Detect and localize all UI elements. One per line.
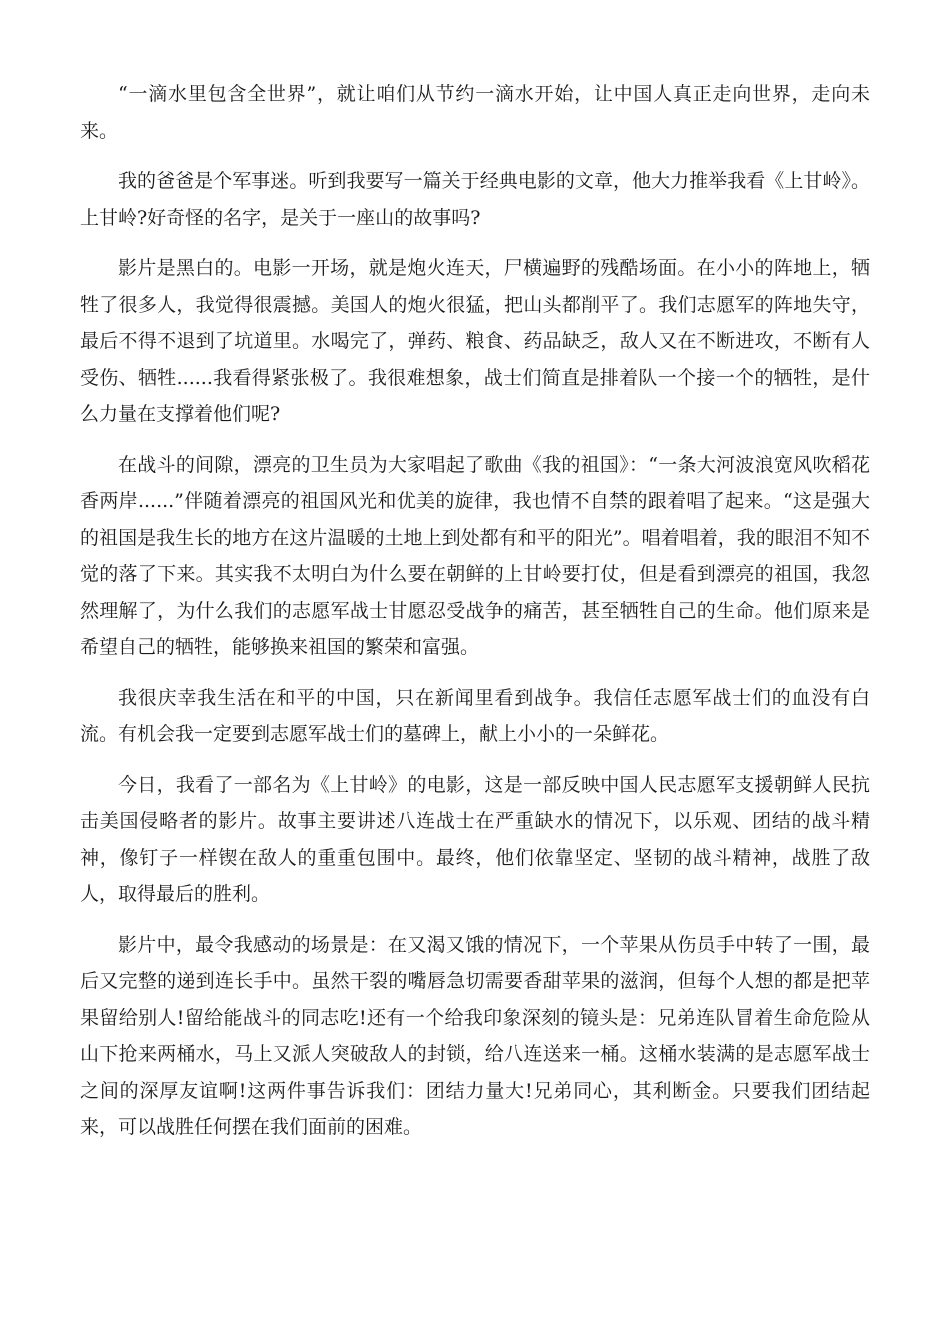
paragraph-5: 我很庆幸我生活在和平的中国，只在新闻里看到战争。我信任志愿军战士们的血没有白流。有机会我一定要到志愿军战士们的墓碑上，献上小小的一朵鲜花。 xyxy=(80,686,870,745)
paragraph-4: 在战斗的间隙，漂亮的卫生员为大家唱起了歌曲《我的祖国》：“一条大河波浪宽风吹稻花香两岸......”伴随着漂亮的祖国风光和优美的旋律，我也情不自禁的跟着唱了起来。“这是强大的祖国是我生长的地方在这片温暖的土地上到处都有和平的阳光”。唱着唱着，我的眼泪不知不觉的落了下来。其实我不太明白为什么要在朝鲜的上甘岭要打仗，但是看到漂亮的祖国，我忽然理解了，为什么我们的志愿军战士甘愿忍受战争的痛苦，甚至牺牲自己的生命。他们原来是希望自己的牺牲，能够换来祖国的繁荣和富强。 xyxy=(80,453,870,658)
paragraph-7: 影片中，最令我感动的场景是：在又渴又饿的情况下，一个苹果从伤员手中转了一围，最后又完整的递到连长手中。虽然干裂的嘴唇急切需要香甜苹果的滋润，但每个人想的都是把苹果留给别人!留给能战斗的同志吃!还有一个给我印象深刻的镜头是：兄弟连队冒着生命危险从山下抢来两桶水，马上又派人突破敌人的封锁，给八连送来一桶。这桶水装满的是志愿军战士之间的深厚友谊啊!这两件事告诉我们：团结力量大!兄弟同心，其利断金。只要我们团结起来，可以战胜任何摆在我们面前的困难。 xyxy=(80,933,870,1138)
paragraph-3: 影片是黑白的。电影一开场，就是炮火连天，尸横遍野的残酷场面。在小小的阵地上，牺牲了很多人，我觉得很震撼。美国人的炮火很猛，把山头都削平了。我们志愿军的阵地失守，最后不得不退到了坑道里。水喝完了，弹药、粮食、药品缺乏，敌人又在不断进攻，不断有人受伤、牺牲......我看得紧张极了。我很难想象，战士们简直是排着队一个接一个的牺牲，是什么力量在支撑着他们呢? xyxy=(80,257,870,425)
paragraph-1: “一滴水里包含全世界”，就让咱们从节约一滴水开始，让中国人真正走向世界，走向未来。 xyxy=(80,83,870,142)
paragraph-2: 我的爸爸是个军事迷。听到我要写一篇关于经典电影的文章，他大力推举我看《上甘岭》。上甘岭?好奇怪的名字，是关于一座山的故事吗? xyxy=(80,170,870,229)
paragraph-6: 今日，我看了一部名为《上甘岭》的电影，这是一部反映中国人民志愿军支援朝鲜人民抗击美国侵略者的影片。故事主要讲述八连战士在严重缺水的情况下，以乐观、团结的战斗精神，像钉子一样锲在敌人的重重包围中。最终，他们依靠坚定、坚韧的战斗精神，战胜了敌人，取得最后的胜利。 xyxy=(80,773,870,905)
document-body xyxy=(80,76,870,1160)
